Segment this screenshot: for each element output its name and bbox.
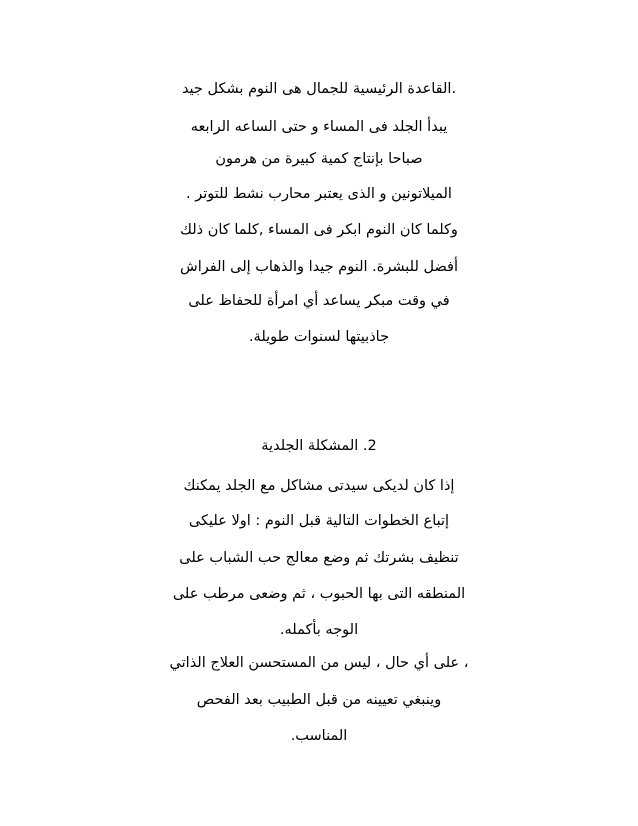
section-two-line-2: إتباع الخطوات التالية قبل النوم : اولا عليكى — [188, 513, 450, 529]
section-two-line-8: المناسب. — [290, 728, 348, 744]
section-two-line-5: الوجه بأكمله. — [279, 622, 359, 638]
section-two-line-3: تنظيف بشرتك ثم وضع معالج حب الشباب على — [179, 550, 459, 566]
section-one-line-1: .القاعدة الرئيسية للجمال هى النوم بشكل جيد — [181, 81, 457, 97]
section-two-heading: 2. المشكلة الجلدية — [261, 438, 377, 454]
section-one-line-5: وكلما كان النوم ابكر فى المساء ,كلما كان ذلك — [180, 222, 458, 238]
section-one-line-8: جاذبيتها لسنوات طويلة. — [248, 329, 390, 345]
section-two-line-4: المنطقه التى بها الحبوب ، ثم وضعى مرطب على — [172, 586, 466, 602]
section-two-line-7: وينبغي تعيينه من قبل الطبيب بعد الفحص — [196, 692, 442, 708]
section-one-line-7: في وقت مبكر يساعد أي امرأة للحفاظ على — [188, 293, 450, 309]
section-one-line-2: يبدأ الجلد فى المساء و حتى الساعه الرابعه — [190, 119, 448, 135]
section-one-line-4: الميلاتونين و الذى يعتبر محارب نشط للتوتر . — [186, 186, 452, 202]
section-two-line-6: ، على أي حال ، ليس من المستحسن العلاج الذاتي — [169, 655, 469, 671]
section-two-line-1: إذا كان لديكى سيدتى مشاكل مع الجلد يمكنك — [183, 478, 455, 494]
section-one-line-3: صباحا بإنتاج كمية كبيرة من هرمون — [215, 151, 423, 167]
section-one-line-6: أفضل للبشرة. النوم جيدا والذهاب إلى الفراش — [180, 259, 458, 275]
